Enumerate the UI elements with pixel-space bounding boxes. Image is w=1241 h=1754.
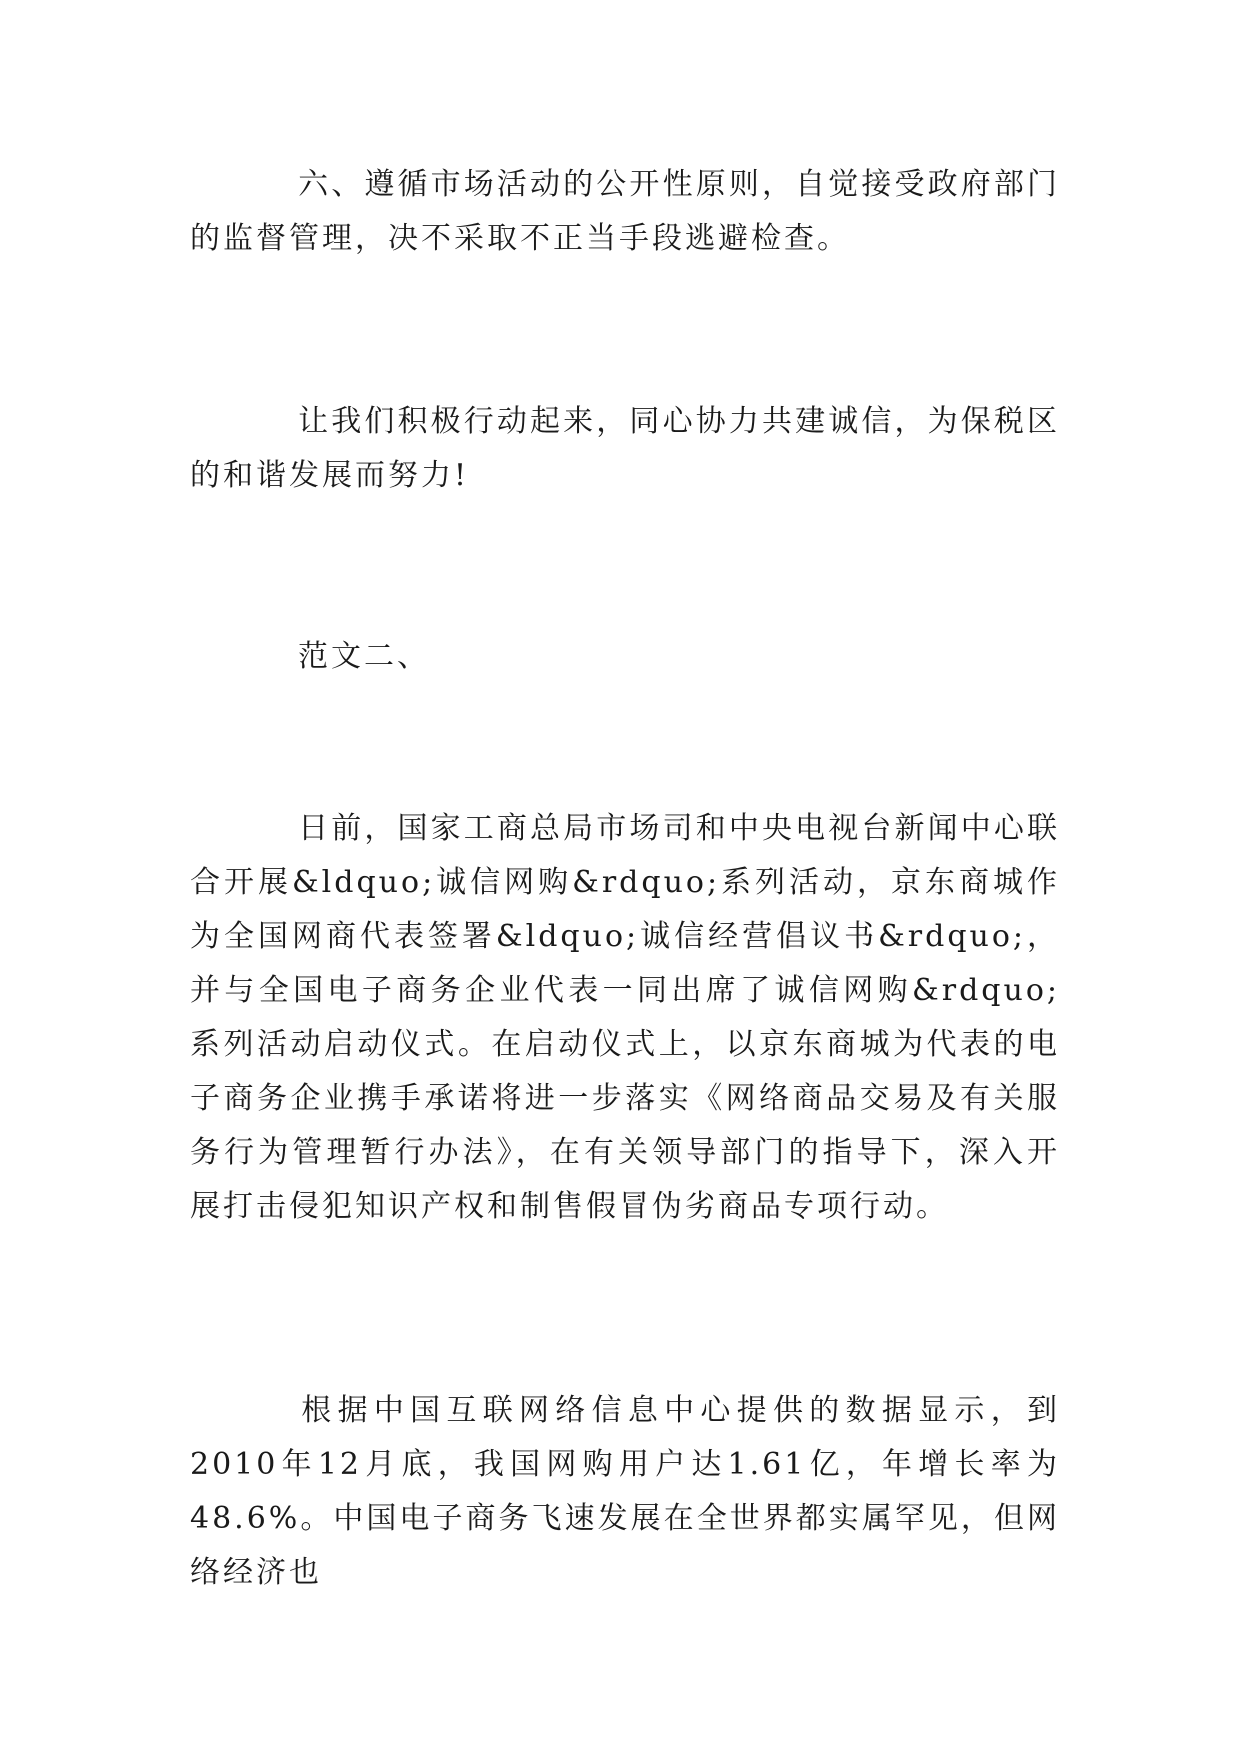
paragraph-text: 六、遵循市场活动的公开性原则，自觉接受政府部门的监督管理，决不采取不正当手段逃避检查。	[190, 167, 1060, 256]
paragraph-statistics	[190, 1384, 1060, 1600]
paragraph-text: 让我们积极行动起来，同心协力共建诚信，为保税区的和谐发展而努力!	[190, 404, 1060, 493]
paragraph-text: 根据中国互联网络信息中心提供的数据显示，到2010年12月底，我国网购用户达1.61亿，年增长率为48.6%。中国电子商务飞速发展在全世界都实属罕见，但网络经济也	[190, 1393, 1060, 1590]
paragraph-news-event	[190, 802, 1060, 1234]
section-heading-text: 范文二、	[298, 639, 430, 674]
paragraph-text: 日前，国家工商总局市场司和中央电视台新闻中心联合开展&ldquo;诚信网购&rdquo;系列活动，京东商城作为全国网商代表签署&ldquo;诚信经营倡议书&rdquo;，并与全国电子商务企业代表一同出席了诚信网购&rdquo;系列活动启动仪式。在启动仪式上，以京东商城为代表的电子商务企业携手承诺将进一步落实《网络商品交易及有关服务行为管理暂行办法》，在有关领导部门的指导下，深入开展打击侵犯知识产权和制售假冒伪劣商品专项行动。	[190, 811, 1060, 1224]
section-heading-sample-two	[190, 630, 1060, 684]
paragraph-call-to-action	[190, 395, 1060, 503]
paragraph-principle-six	[190, 158, 1060, 266]
